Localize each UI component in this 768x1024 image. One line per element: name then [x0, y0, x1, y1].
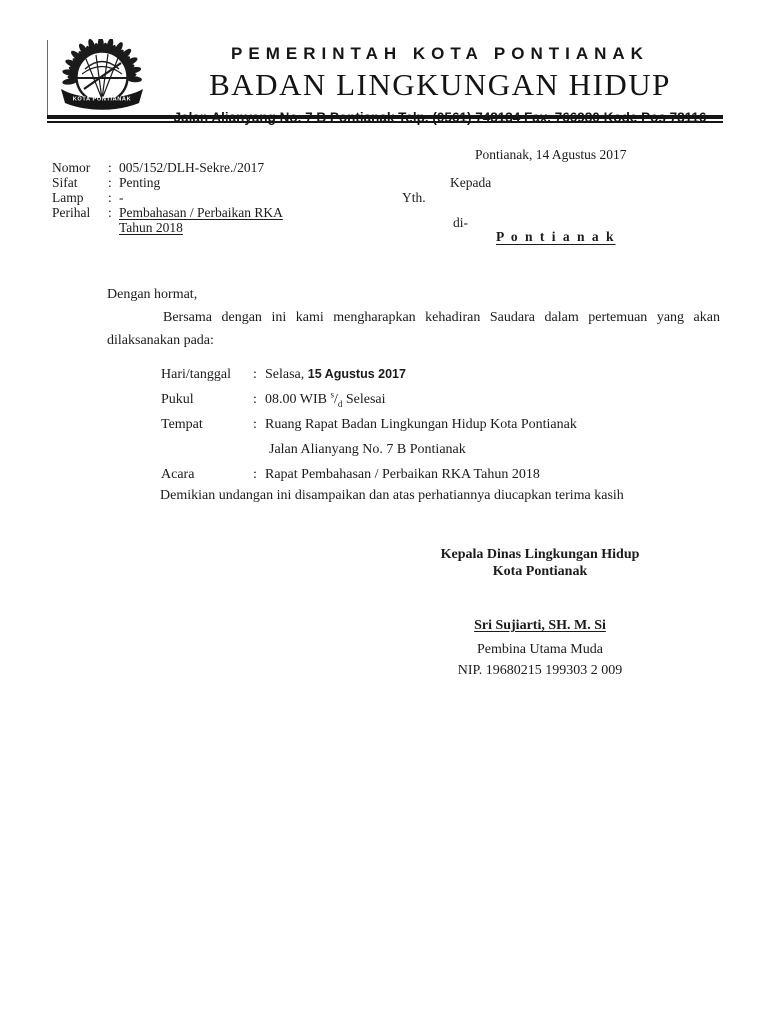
meta-row-nomor: [52, 160, 283, 175]
meta-value: -: [119, 190, 124, 205]
meta-row-perihal: [52, 205, 283, 235]
detail-value: [265, 412, 577, 462]
time-pre: 08.00 WIB: [265, 392, 331, 407]
date-sans: 15 Agustus 2017: [307, 367, 406, 381]
government-name: PEMERINTAH KOTA PONTIANAK: [231, 44, 649, 63]
colon-separator: :: [108, 160, 112, 175]
signer-name: Sri Sujiarti, SH. M. Si: [474, 618, 606, 633]
signer-name-wrap: [384, 617, 696, 634]
divider-thin-line: [47, 121, 723, 123]
detail-label: Acara: [161, 467, 195, 482]
detail-value: [265, 362, 406, 387]
colon-separator: :: [253, 392, 257, 407]
colon-separator: :: [253, 367, 257, 382]
signature-block: [384, 546, 696, 679]
colon-separator: :: [108, 205, 112, 220]
agency-name: BADAN LINGKUNGAN HIDUP: [209, 67, 671, 102]
letterhead-text: [158, 44, 722, 125]
recipient-di: di-: [453, 215, 468, 230]
meta-label: Nomor: [52, 160, 91, 175]
detail-row-hari-tanggal: [161, 362, 577, 387]
letter-date: Pontianak, 14 Agustus 2017: [475, 147, 627, 162]
detail-row-pukul: [161, 387, 577, 412]
meta-value: 005/152/DLH-Sekre./2017: [119, 160, 265, 175]
time-post: Selesai: [342, 392, 386, 407]
letterhead-left-border: [47, 40, 48, 115]
meta-value: [119, 205, 283, 235]
detail-value: Rapat Pembahasan / Perbaikan RKA Tahun 2018: [265, 467, 540, 482]
signer-rank: Pembina Utama Muda: [477, 642, 603, 657]
divider-thick-line: [47, 115, 723, 119]
venue-line-1: Ruang Rapat Badan Lingkungan Hidup Kota Pontianak: [265, 417, 577, 432]
letter-body: [107, 283, 720, 352]
meta-label: Perihal: [52, 205, 91, 220]
sd-sup: s: [330, 389, 334, 400]
sd-sub: d: [337, 398, 343, 409]
letterhead-divider: [47, 115, 723, 123]
meeting-details: [161, 362, 577, 487]
sd-slash: /: [333, 392, 338, 407]
pontianak-city-emblem-logo: [56, 39, 148, 121]
salutation: Dengan hormat,: [107, 287, 198, 302]
subject-line-2: Tahun 2018: [119, 220, 183, 235]
recipient-yth: Yth.: [402, 190, 426, 205]
colon-separator: :: [253, 467, 257, 482]
signer-title-line-2: Kota Pontianak: [492, 564, 588, 579]
letter-meta: [52, 160, 283, 235]
meta-value: Penting: [119, 175, 161, 190]
detail-label: Tempat: [161, 417, 203, 432]
meta-label: Sifat: [52, 175, 78, 190]
closing-sentence: Demikian undangan ini disampaikan dan atas perhatiannya diucapkan terima kasih: [160, 488, 624, 503]
detail-row-tempat: [161, 412, 577, 462]
subject-line-1: Pembahasan / Perbaikan RKA: [119, 205, 283, 220]
meta-row-lamp: [52, 190, 283, 205]
detail-label: Pukul: [161, 392, 194, 407]
venue-line-2: Jalan Alianyang No. 7 B Pontianak: [269, 442, 466, 457]
detail-label: Hari/tanggal: [161, 367, 231, 382]
signer-nip: NIP. 19680215 199303 2 009: [457, 663, 623, 678]
meta-label: Lamp: [52, 190, 84, 205]
meta-row-sifat: [52, 175, 283, 190]
signer-title-line-1: Kepala Dinas Lingkungan Hidup: [440, 547, 640, 562]
detail-value: [265, 387, 386, 412]
day-serif: Selasa,: [265, 367, 308, 382]
recipient-kepada: Kepada: [450, 175, 492, 190]
detail-row-acara: [161, 462, 577, 487]
colon-separator: :: [253, 417, 257, 432]
opening-paragraph: Bersama dengan ini kami mengharapkan kehadiran Saudara dalam pertemuan yang akan dilaksanakan pada:: [107, 310, 720, 348]
recipient-city: P o n t i a n a k: [496, 229, 616, 244]
colon-separator: :: [108, 190, 112, 205]
colon-separator: :: [108, 175, 112, 190]
emblem-banner-label: KOTA PONTIANAK: [72, 96, 132, 103]
